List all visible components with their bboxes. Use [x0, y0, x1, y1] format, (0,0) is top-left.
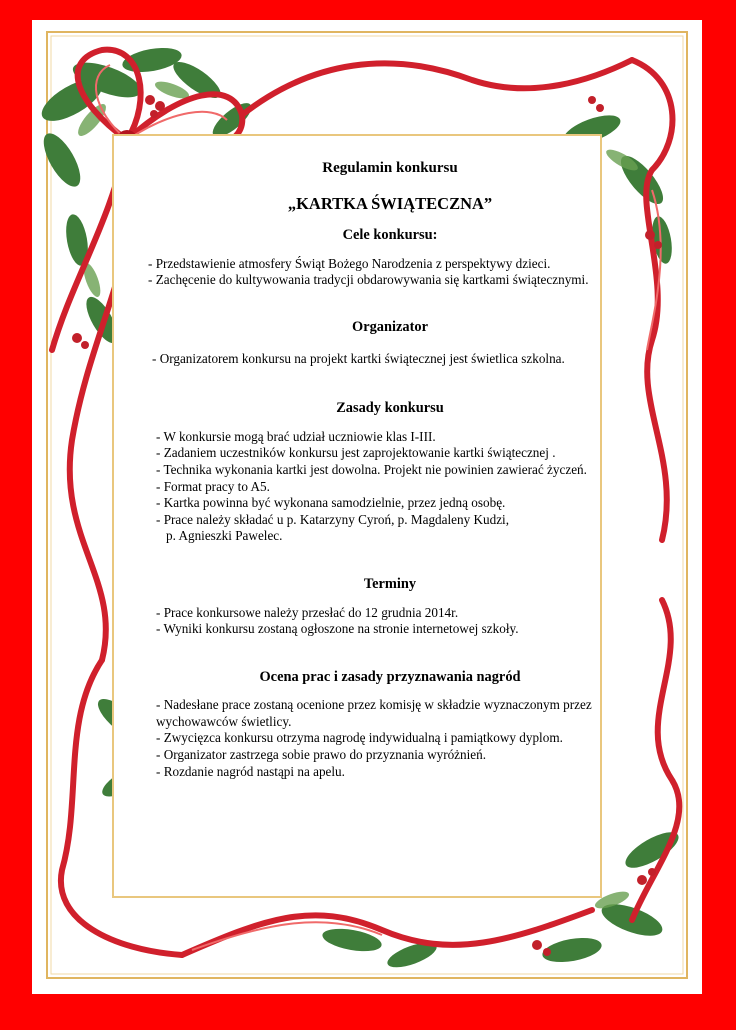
list-item: - Wyniki konkursu zostaną ogłoszone na stronie internetowej szkoły.	[156, 621, 519, 637]
rules-list	[146, 429, 634, 545]
organizer-heading: Organizator	[352, 318, 428, 335]
evaluation-heading: Ocena prac i zasady przyznawania nagród	[259, 668, 521, 685]
list-item: - Nadesłane prace zostaną ocenione przez komisję w składzie wyznaczonym przez wychowawców świetlicy.	[156, 697, 592, 729]
list-item: - Przedstawienie atmosfery Świąt Bożego Narodzenia z perspektywy dzieci.	[148, 255, 551, 271]
list-item: - Format pracy to A5.	[156, 478, 270, 494]
document-title: Regulamin konkursu	[322, 160, 458, 176]
list-item: - Prace należy składać u p. Katarzyny Cyroń, p. Magdaleny Kudzi,	[156, 511, 510, 527]
list-item: - Organizator zastrzega sobie prawo do przyznania wyróżnień.	[156, 747, 487, 763]
list-item: - Organizatorem konkursu na projekt kartki świątecznej jest świetlica szkolna.	[152, 350, 565, 366]
goals-list	[146, 256, 634, 289]
contest-name: „KARTKA ŚWIĄTECZNA”	[287, 193, 493, 213]
regulations-text	[146, 160, 634, 780]
list-item: - Zachęcenie do kultywowania tradycji obdarowywania się kartkami świątecznymi.	[148, 272, 589, 288]
evaluation-list	[146, 697, 630, 780]
list-item: - W konkursie mogą brać udział uczniowie klas I-III.	[156, 428, 436, 444]
rules-heading: Zasady konkursu	[336, 400, 444, 417]
list-item: - Zwycięzca konkursu otrzyma nagrodę indywidualną i pamiątkowy dyplom.	[156, 730, 563, 746]
list-item: - Kartka powinna być wykonana samodzielnie, przez jedną osobę.	[156, 495, 506, 511]
dates-heading: Terminy	[363, 575, 417, 592]
list-item: - Prace konkursowe należy przesłać do 12 grudnia 2014r.	[156, 604, 459, 620]
list-item: - Zadaniem uczestników konkursu jest zaprojektowanie kartki świątecznej .	[156, 445, 556, 461]
list-item: - Rozdanie nagród nastąpi na apelu.	[156, 763, 345, 779]
list-item: - Technika wykonania kartki jest dowolna. Projekt nie powinien zawierać życzeń.	[156, 461, 587, 477]
organizer-list	[146, 351, 634, 368]
goals-heading: Cele konkursu:	[342, 227, 438, 244]
dates-list	[146, 605, 634, 638]
list-item: p. Agnieszki Pawelec.	[166, 528, 283, 544]
